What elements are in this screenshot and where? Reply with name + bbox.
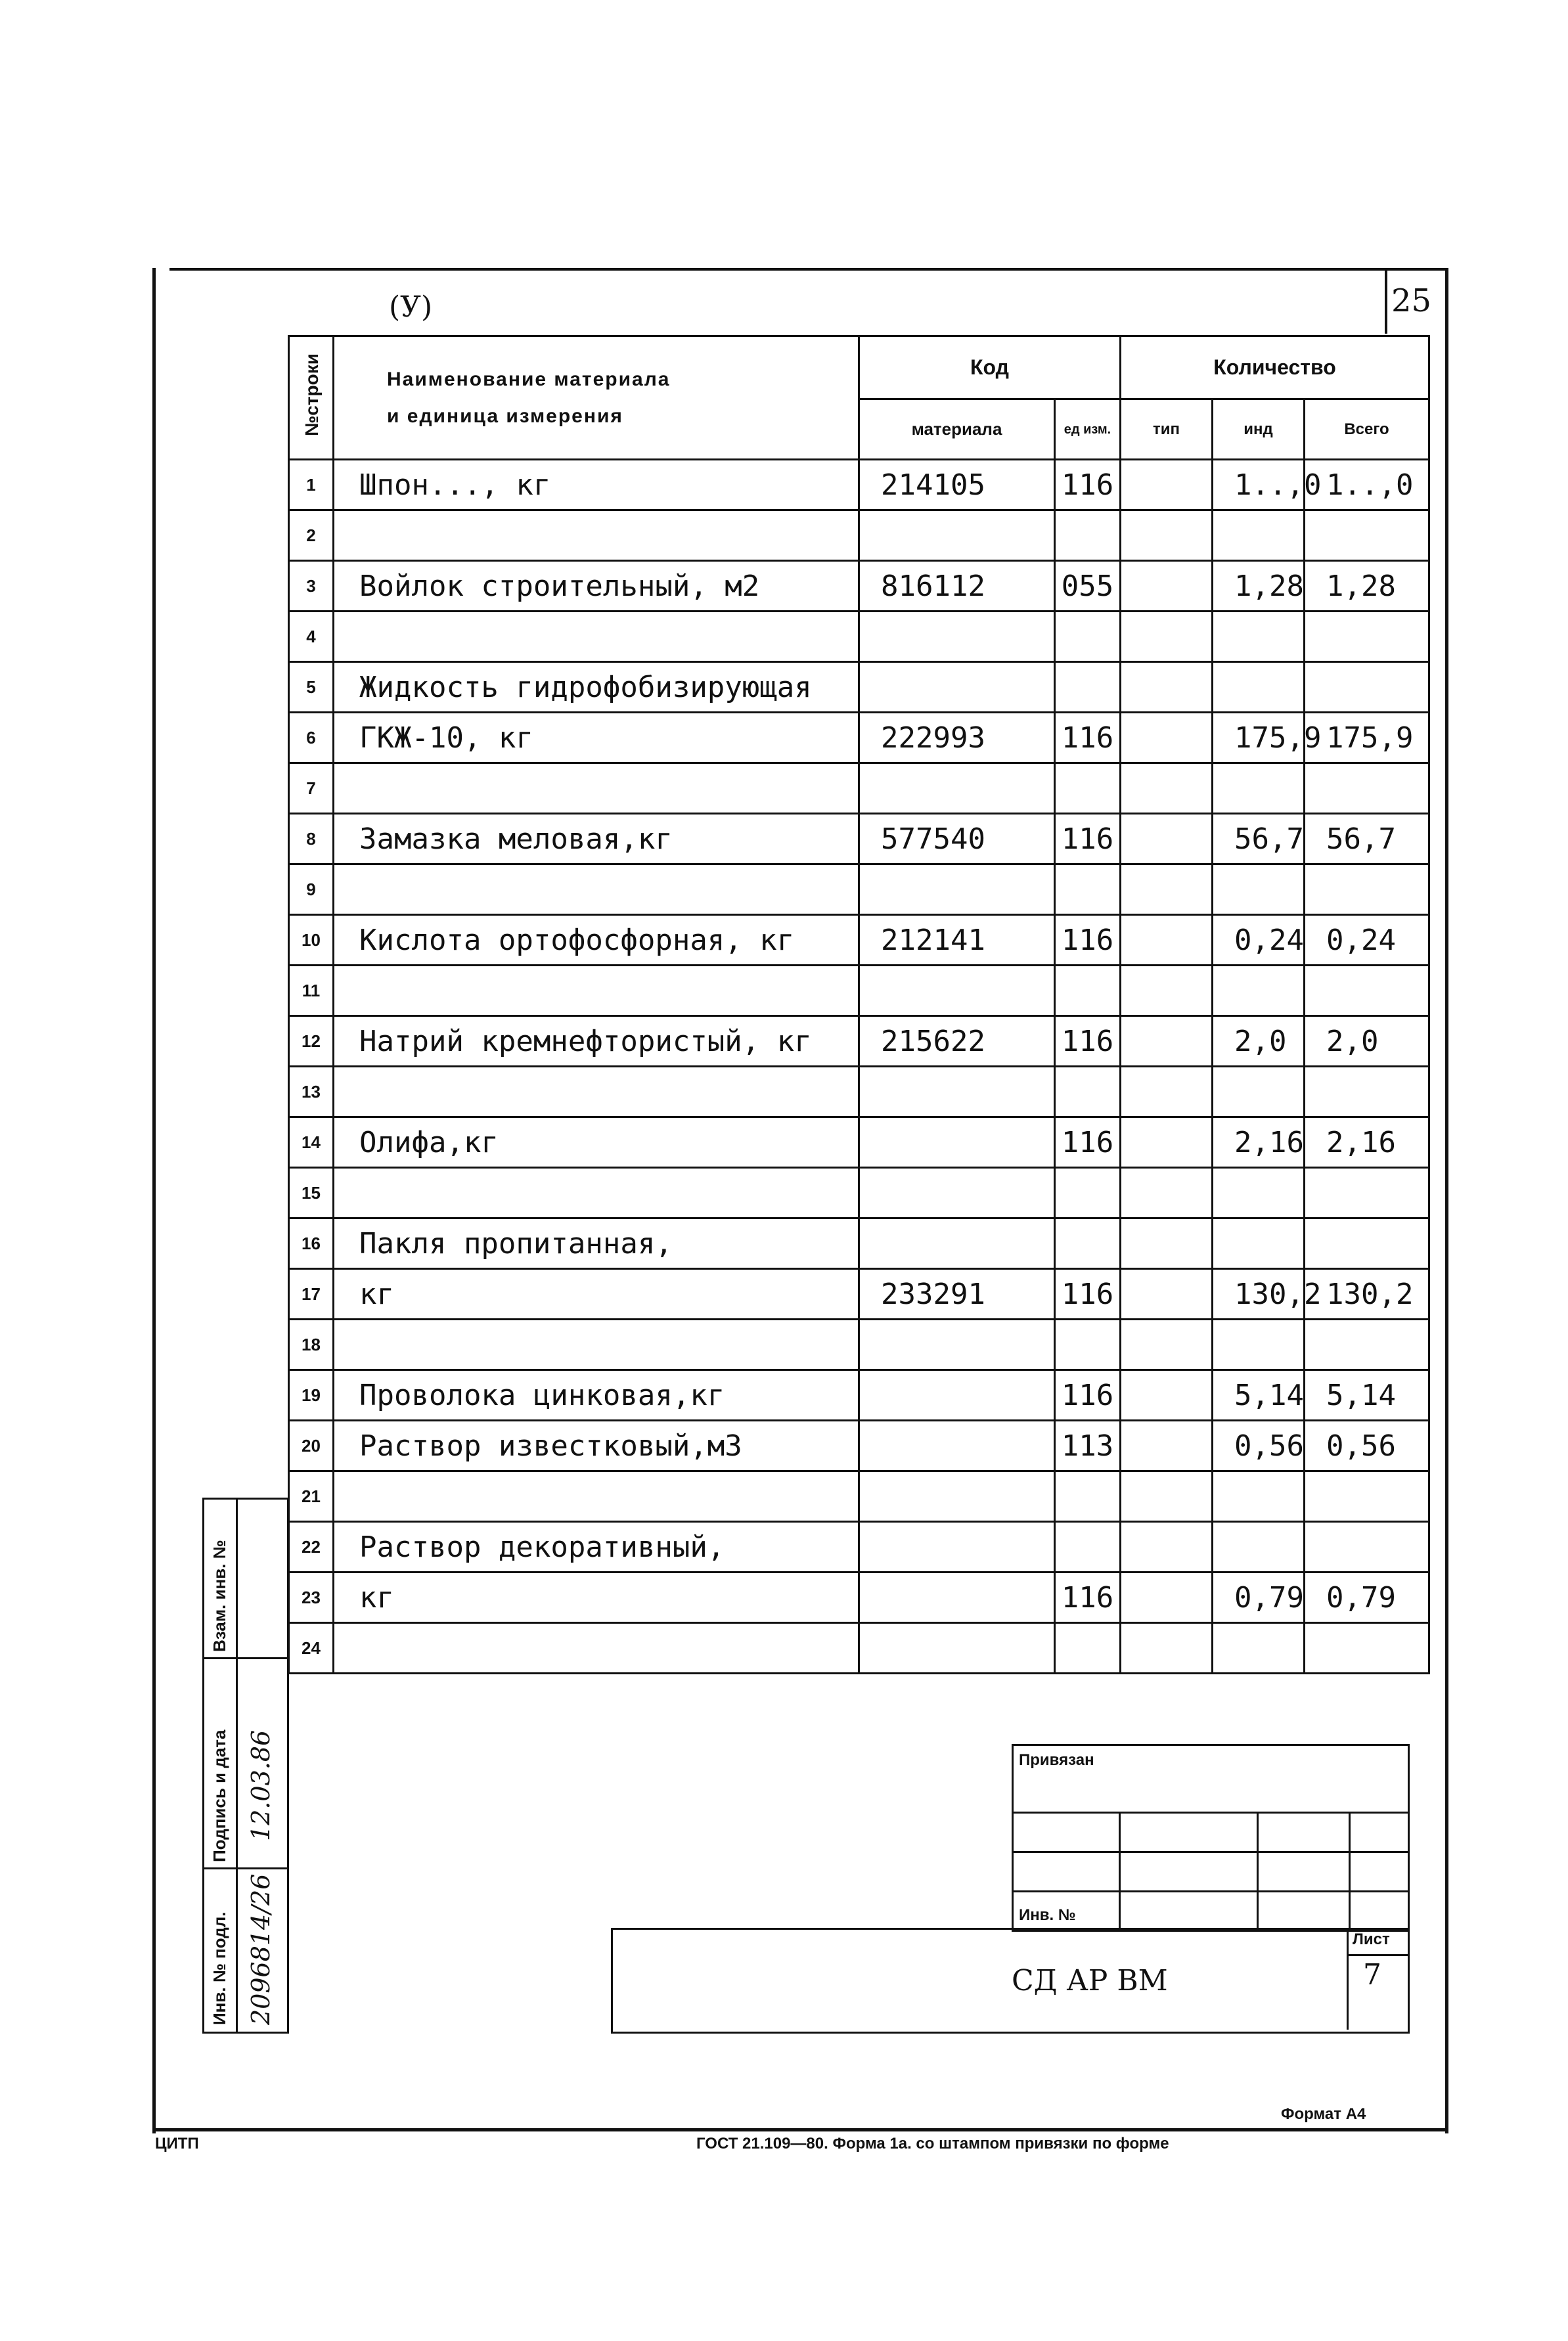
qty-total: 0,24 xyxy=(1305,915,1429,966)
qty-type xyxy=(1121,1117,1213,1168)
unit-code xyxy=(1055,1320,1121,1370)
sheet-box-divider xyxy=(1349,1954,1408,1956)
row-number: 3 xyxy=(289,561,334,612)
footer-left-mark: ЦИТП xyxy=(155,2135,199,2152)
unit-code: 116 xyxy=(1055,1370,1121,1421)
header-qty-type: тип xyxy=(1121,399,1213,460)
table-row xyxy=(289,1016,1429,1067)
material-name: Замазка меловая,кг xyxy=(334,814,859,864)
side-label-sign: Подпись и дата xyxy=(210,1729,229,1862)
material-name xyxy=(334,966,859,1016)
qty-type xyxy=(1121,864,1213,915)
row-number: 14 xyxy=(289,1117,334,1168)
unit-code xyxy=(1055,864,1121,915)
material-name xyxy=(334,1471,859,1522)
qty-ind: 56,7 xyxy=(1213,814,1305,864)
table-row xyxy=(289,1471,1429,1522)
material-code xyxy=(859,510,1055,561)
qty-total xyxy=(1305,864,1429,915)
table-row xyxy=(289,662,1429,713)
row-number: 2 xyxy=(289,510,334,561)
row-number: 22 xyxy=(289,1522,334,1572)
qty-ind: 0,24 xyxy=(1213,915,1305,966)
material-name: Шпон..., кг xyxy=(334,460,859,510)
unit-code xyxy=(1055,1522,1121,1572)
material-name: Кислота ортофосфорная, кг xyxy=(334,915,859,966)
qty-type xyxy=(1121,713,1213,763)
row-number: 18 xyxy=(289,1320,334,1370)
table-row xyxy=(289,1218,1429,1269)
table-row xyxy=(289,1421,1429,1471)
qty-ind: 130,2 xyxy=(1213,1269,1305,1320)
unit-code: 113 xyxy=(1055,1421,1121,1471)
gost-footer: ГОСТ 21.109—80. Форма 1а. со штампом привязки по форме xyxy=(696,2135,1169,2152)
qty-ind xyxy=(1213,1168,1305,1218)
table-body xyxy=(289,460,1429,1674)
material-code xyxy=(859,1320,1055,1370)
unit-code: 116 xyxy=(1055,1016,1121,1067)
qty-type xyxy=(1121,1522,1213,1572)
qty-type xyxy=(1121,1471,1213,1522)
qty-total xyxy=(1305,612,1429,662)
material-code: 233291 xyxy=(859,1269,1055,1320)
qty-total: 0,79 xyxy=(1305,1572,1429,1623)
qty-total xyxy=(1305,510,1429,561)
stamp-inv-label: Инв. № xyxy=(1019,1906,1076,1924)
table-row xyxy=(289,864,1429,915)
qty-total xyxy=(1305,1522,1429,1572)
qty-total xyxy=(1305,1168,1429,1218)
material-code: 577540 xyxy=(859,814,1055,864)
qty-type xyxy=(1121,662,1213,713)
binding-stamp xyxy=(1012,1744,1410,1932)
qty-type xyxy=(1121,1370,1213,1421)
material-name: Войлок строительный, м2 xyxy=(334,561,859,612)
qty-ind xyxy=(1213,1522,1305,1572)
unit-code: 116 xyxy=(1055,814,1121,864)
material-name: кг xyxy=(334,1572,859,1623)
qty-ind: 175,9 xyxy=(1213,713,1305,763)
unit-code xyxy=(1055,1623,1121,1674)
qty-total: 2,16 xyxy=(1305,1117,1429,1168)
qty-total: 2,0 xyxy=(1305,1016,1429,1067)
material-name: кг xyxy=(334,1269,859,1320)
signature-date-handwritten: 12.03.86 xyxy=(246,1729,275,1841)
material-code xyxy=(859,763,1055,814)
row-number: 20 xyxy=(289,1421,334,1471)
row-number: 8 xyxy=(289,814,334,864)
material-name: ГКЖ-10, кг xyxy=(334,713,859,763)
materials-table xyxy=(288,335,1430,1674)
material-code xyxy=(859,1522,1055,1572)
frame-right-border xyxy=(1445,268,1448,2133)
side-divider xyxy=(236,1500,238,2032)
qty-type xyxy=(1121,1421,1213,1471)
unit-code: 116 xyxy=(1055,1269,1121,1320)
table-row xyxy=(289,1572,1429,1623)
table-row xyxy=(289,1623,1429,1674)
side-label-inv: Инв. № подл. xyxy=(210,1911,229,2025)
unit-code xyxy=(1055,1067,1121,1117)
row-number: 19 xyxy=(289,1370,334,1421)
qty-type xyxy=(1121,1168,1213,1218)
qty-total xyxy=(1305,662,1429,713)
material-code xyxy=(859,1067,1055,1117)
title-block xyxy=(611,1928,1410,2034)
qty-type xyxy=(1121,814,1213,864)
row-number: 12 xyxy=(289,1016,334,1067)
sheet-number-box xyxy=(1347,1928,1408,2030)
row-number: 6 xyxy=(289,713,334,763)
material-code: 222993 xyxy=(859,713,1055,763)
row-number: 13 xyxy=(289,1067,334,1117)
qty-type xyxy=(1121,1269,1213,1320)
frame-left-border xyxy=(152,268,156,2133)
qty-ind: 0,79 xyxy=(1213,1572,1305,1623)
material-code xyxy=(859,1623,1055,1674)
material-code xyxy=(859,1421,1055,1471)
row-number: 24 xyxy=(289,1623,334,1674)
qty-total: 5,14 xyxy=(1305,1370,1429,1421)
material-code xyxy=(859,1572,1055,1623)
qty-ind: 2,16 xyxy=(1213,1117,1305,1168)
qty-ind xyxy=(1213,612,1305,662)
qty-ind: 5,14 xyxy=(1213,1370,1305,1421)
material-name xyxy=(334,1067,859,1117)
material-name: Проволока цинковая,кг xyxy=(334,1370,859,1421)
qty-ind xyxy=(1213,1623,1305,1674)
material-code xyxy=(859,1370,1055,1421)
qty-ind xyxy=(1213,1067,1305,1117)
sheet-number: 7 xyxy=(1363,1958,1381,1992)
qty-total xyxy=(1305,1218,1429,1269)
material-name: Раствор известковый,м3 xyxy=(334,1421,859,1471)
unit-code xyxy=(1055,662,1121,713)
stamp-privyazan-label: Привязан xyxy=(1019,1751,1094,1769)
table-row xyxy=(289,612,1429,662)
material-name xyxy=(334,612,859,662)
material-code xyxy=(859,612,1055,662)
qty-type xyxy=(1121,1320,1213,1370)
material-name: Натрий кремнефтористый, кг xyxy=(334,1016,859,1067)
row-number: 10 xyxy=(289,915,334,966)
qty-ind xyxy=(1213,763,1305,814)
unit-code xyxy=(1055,612,1121,662)
unit-code: 116 xyxy=(1055,713,1121,763)
qty-ind xyxy=(1213,966,1305,1016)
qty-type xyxy=(1121,1572,1213,1623)
qty-total xyxy=(1305,966,1429,1016)
frame-top-border xyxy=(169,268,1447,271)
page-number: 25 xyxy=(1391,282,1432,319)
document-code: СД АР ВМ xyxy=(1012,1964,1168,1997)
qty-ind xyxy=(1213,1471,1305,1522)
header-qty-ind: инд xyxy=(1213,399,1305,460)
table-row xyxy=(289,966,1429,1016)
qty-total xyxy=(1305,1320,1429,1370)
material-name xyxy=(334,1168,859,1218)
qty-total xyxy=(1305,1471,1429,1522)
unit-code: 116 xyxy=(1055,915,1121,966)
unit-code xyxy=(1055,510,1121,561)
material-code: 816112 xyxy=(859,561,1055,612)
side-stamp-panel xyxy=(202,1498,289,2034)
stamp-vline-2 xyxy=(1257,1812,1259,1930)
qty-ind xyxy=(1213,662,1305,713)
table-row xyxy=(289,1522,1429,1572)
side-cell-divider-1 xyxy=(204,1657,287,1659)
material-name: Олифа,кг xyxy=(334,1117,859,1168)
qty-total: 0,56 xyxy=(1305,1421,1429,1471)
qty-type xyxy=(1121,510,1213,561)
qty-ind: 2,0 xyxy=(1213,1016,1305,1067)
side-label-vzam: Взам. инв. № xyxy=(210,1540,229,1652)
side-cell-divider-2 xyxy=(204,1867,287,1869)
unit-code xyxy=(1055,966,1121,1016)
material-name xyxy=(334,1623,859,1674)
material-code: 215622 xyxy=(859,1016,1055,1067)
row-number: 11 xyxy=(289,966,334,1016)
header-code-material: материала xyxy=(859,399,1055,460)
table-row xyxy=(289,1168,1429,1218)
qty-ind: 1..,0 xyxy=(1213,460,1305,510)
table-row xyxy=(289,510,1429,561)
material-code xyxy=(859,966,1055,1016)
qty-total xyxy=(1305,1623,1429,1674)
qty-total xyxy=(1305,1067,1429,1117)
row-number: 9 xyxy=(289,864,334,915)
material-code xyxy=(859,1218,1055,1269)
row-number: 7 xyxy=(289,763,334,814)
row-number: 4 xyxy=(289,612,334,662)
header-qty-total: Всего xyxy=(1305,399,1429,460)
table-row xyxy=(289,763,1429,814)
unit-code: 116 xyxy=(1055,1572,1121,1623)
qty-type xyxy=(1121,1067,1213,1117)
material-code xyxy=(859,864,1055,915)
material-code: 214105 xyxy=(859,460,1055,510)
qty-ind xyxy=(1213,1218,1305,1269)
header-name-line1: Наименование материала xyxy=(387,368,671,390)
qty-type xyxy=(1121,561,1213,612)
qty-total: 130,2 xyxy=(1305,1269,1429,1320)
header-row-number: №строки xyxy=(289,336,334,460)
row-number: 23 xyxy=(289,1572,334,1623)
qty-type xyxy=(1121,966,1213,1016)
row-number: 15 xyxy=(289,1168,334,1218)
material-name: Пакля пропитанная, xyxy=(334,1218,859,1269)
material-code xyxy=(859,1168,1055,1218)
qty-total: 56,7 xyxy=(1305,814,1429,864)
table-row xyxy=(289,561,1429,612)
table-row xyxy=(289,1320,1429,1370)
table-row xyxy=(289,713,1429,763)
qty-type xyxy=(1121,1623,1213,1674)
header-code: Код xyxy=(859,336,1121,399)
inventory-number-handwritten: 2096814/26 xyxy=(246,1873,275,2025)
row-number: 21 xyxy=(289,1471,334,1522)
row-number: 17 xyxy=(289,1269,334,1320)
table-row xyxy=(289,1269,1429,1320)
unit-code: 055 xyxy=(1055,561,1121,612)
qty-total xyxy=(1305,763,1429,814)
header-quantity: Количество xyxy=(1121,336,1429,399)
material-code xyxy=(859,1117,1055,1168)
header-code-unit: ед изм. xyxy=(1055,399,1121,460)
material-name xyxy=(334,763,859,814)
stamp-vline-3 xyxy=(1349,1812,1351,1930)
row-number: 5 xyxy=(289,662,334,713)
unit-code xyxy=(1055,1471,1121,1522)
qty-type xyxy=(1121,460,1213,510)
table-row xyxy=(289,814,1429,864)
qty-type xyxy=(1121,1218,1213,1269)
unit-code: 116 xyxy=(1055,1117,1121,1168)
row-number: 1 xyxy=(289,460,334,510)
qty-type xyxy=(1121,763,1213,814)
qty-ind: 0,56 xyxy=(1213,1421,1305,1471)
table-row xyxy=(289,1370,1429,1421)
qty-ind xyxy=(1213,864,1305,915)
qty-type xyxy=(1121,612,1213,662)
material-code xyxy=(859,1471,1055,1522)
stamp-vline-1 xyxy=(1119,1812,1121,1930)
qty-ind xyxy=(1213,510,1305,561)
qty-total: 175,9 xyxy=(1305,713,1429,763)
material-name: Жидкость гидрофобизирующая xyxy=(334,662,859,713)
material-code xyxy=(859,662,1055,713)
material-name: Раствор декоративный, xyxy=(334,1522,859,1572)
sheet-label: Лист xyxy=(1353,1930,1390,1948)
qty-type xyxy=(1121,1016,1213,1067)
material-code: 212141 xyxy=(859,915,1055,966)
table-row xyxy=(289,460,1429,510)
material-name xyxy=(334,510,859,561)
row-number: 16 xyxy=(289,1218,334,1269)
header-name-line2: и единица измерения xyxy=(387,405,623,427)
qty-total: 1..,0 xyxy=(1305,460,1429,510)
qty-ind xyxy=(1213,1320,1305,1370)
material-name xyxy=(334,864,859,915)
material-name xyxy=(334,1320,859,1370)
table-row xyxy=(289,1067,1429,1117)
header-name xyxy=(334,336,859,460)
table-row xyxy=(289,1117,1429,1168)
qty-type xyxy=(1121,915,1213,966)
unit-code xyxy=(1055,763,1121,814)
qty-total: 1,28 xyxy=(1305,561,1429,612)
unit-code xyxy=(1055,1168,1121,1218)
format-label: Формат А4 xyxy=(1281,2105,1366,2123)
sheet-mark: (У) xyxy=(389,290,433,324)
unit-code: 116 xyxy=(1055,460,1121,510)
unit-code xyxy=(1055,1218,1121,1269)
table-row xyxy=(289,915,1429,966)
qty-ind: 1,28 xyxy=(1213,561,1305,612)
frame-bottom-border xyxy=(152,2128,1448,2131)
